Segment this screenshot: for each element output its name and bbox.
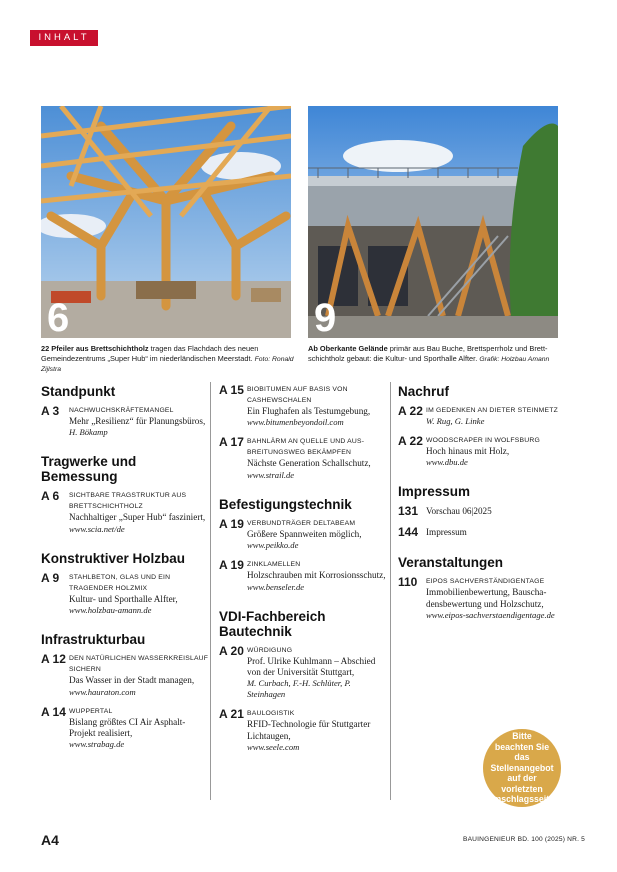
entry-description: Größere Spannweiten möglich,: [247, 528, 362, 539]
toc-entry[interactable]: [219, 518, 389, 551]
page-number: A 14: [41, 704, 66, 719]
toc-entry[interactable]: [41, 706, 209, 751]
toc-entry[interactable]: [41, 572, 209, 616]
entry-website[interactable]: www.dbu.de: [426, 457, 468, 468]
entry-topic: IM GEDENKEN AN DIETER STEINMETZ: [426, 407, 558, 414]
page-number: A 15: [219, 383, 244, 397]
job-offer-badge: [483, 729, 561, 807]
entry-topic: WÜRDIGUNG: [247, 646, 293, 654]
entry-description: Vorschau 06|2025: [426, 506, 492, 517]
entry-author: W. Rug, G. Linke: [426, 416, 485, 426]
entry-description: RFID-Technologie für Stuttgarter Lichtaugen,: [247, 719, 371, 741]
photo-page-number: 6: [47, 296, 70, 338]
toc-entry[interactable]: [219, 559, 389, 592]
page-number: A 19: [219, 558, 244, 573]
toc-entry[interactable]: [219, 645, 389, 701]
entry-description: Nächste Generation Schallschutz,: [247, 458, 371, 469]
photo-page-number: 9: [314, 296, 337, 338]
toc-entry[interactable]: [398, 435, 568, 468]
section-title: Veranstaltungen: [398, 555, 504, 571]
page-number: 131: [398, 504, 419, 519]
section-title: Tragwerke und Bemessung: [41, 454, 137, 485]
toc-entry[interactable]: [398, 405, 568, 427]
toc-column-3: [398, 384, 568, 629]
entry-description: Hoch hinaus mit Holz,: [426, 446, 510, 456]
section-title: Impressum: [398, 484, 471, 500]
journal-reference: BAUINGENIEUR BD. 100 (2025) NR. 5: [462, 836, 585, 843]
entry-topic: EIPOS SACHVERSTÄNDIGENTAGE: [426, 578, 545, 586]
section-title: Konstruktiver Holzbau: [41, 550, 186, 566]
page-number: A 3: [41, 404, 60, 418]
page-folio: A4: [41, 832, 59, 848]
entry-topic: DEN NATÜRLICHEN WASSERKREISLAUF SICHERN: [69, 655, 209, 674]
toc-entry[interactable]: [398, 505, 568, 518]
entry-website[interactable]: www.strail.de: [247, 469, 295, 480]
entry-topic: NACHWUCHSKRÄFTEMANGEL: [69, 407, 174, 414]
column-divider: [390, 382, 391, 800]
entry-topic: ZINKLAMELLEN: [247, 561, 301, 569]
entry-description: Nachhaltiger „Super Hub“ fasziniert,: [69, 512, 206, 523]
entry-description: Kultur- und Sporthalle Alfter,: [69, 593, 178, 604]
page-number: A 17: [219, 435, 244, 450]
photo-timber-structure: [41, 106, 291, 338]
section-title: Infrastrukturbau: [41, 632, 146, 648]
toc-column-1: [41, 384, 209, 758]
section-tag: INHALT: [30, 30, 98, 46]
entry-description: Impressum: [426, 527, 467, 538]
photo-sports-hall: [308, 106, 558, 338]
toc-entry[interactable]: [41, 490, 209, 534]
page-number: A 20: [219, 643, 244, 658]
page-number: A 12: [41, 652, 66, 667]
page-number: A 22: [398, 434, 423, 448]
entry-topic: BIOBITUMEN AUF BASIS VON CASHEWSCHALEN: [247, 386, 348, 404]
entry-website[interactable]: www.holzbau-amann.de: [69, 605, 152, 616]
entry-website[interactable]: www.peikko.de: [247, 540, 299, 551]
section-title: Nachruf: [398, 384, 450, 399]
entry-description: Immobilienbewertung, Bauschadensbewertung und Holzschutz,: [426, 587, 547, 609]
page-number: 110: [398, 575, 418, 590]
entry-description: Das Wasser in der Stadt managen,: [69, 675, 195, 686]
entry-description: Prof. Ulrike Kuhlmann – Abschied von der Universität Stuttgart,: [247, 655, 376, 678]
entry-author: M. Curbach, F.-H. Schlüter, P. Steinhagen: [247, 678, 351, 700]
section-title: Standpunkt: [41, 384, 116, 399]
entry-topic: BAULOGISTIK: [247, 710, 295, 718]
entry-website[interactable]: www.hauraton.com: [69, 686, 136, 697]
toc-entry[interactable]: [398, 526, 568, 539]
entry-description: Bislang größtes CI Air Asphalt-Projekt realisiert,: [69, 716, 186, 739]
entry-topic: STAHLBETON, GLAS UND EIN TRAGENDER HOLZMIX: [69, 573, 171, 592]
toc-column-2: [219, 384, 389, 761]
entry-website[interactable]: www.benseler.de: [247, 581, 305, 592]
entry-topic: VERBUNDTRÄGER DELTABEAM: [247, 519, 356, 527]
entry-website[interactable]: www.eipos-sachverstaendigentage.de: [426, 610, 555, 621]
page-number: A 22: [398, 404, 423, 418]
entry-website[interactable]: www.bitumenbeyondoil.com: [247, 417, 344, 428]
entry-website[interactable]: www.scia.net/de: [69, 523, 125, 534]
page-number: 144: [398, 525, 419, 540]
toc-entry[interactable]: [398, 576, 568, 621]
page-number: A 6: [41, 489, 60, 504]
section-title: Befestigungstechnik: [219, 496, 352, 512]
toc-entry[interactable]: [219, 708, 389, 753]
photo-caption: 22 Pfeiler aus Brettschichtholz tragen das Flachdach des neuen Gemeindezentrums „Super Hub“ im niederländischen Meerstadt. Foto: Ronald Zijlstra: [41, 344, 294, 374]
entry-topic: WUPPERTAL: [69, 707, 113, 715]
entry-description: Ein Flughafen als Testumgebung,: [247, 406, 371, 416]
entry-website[interactable]: www.strabag.de: [69, 739, 125, 750]
page-number: A 21: [219, 707, 244, 722]
toc-entry[interactable]: [41, 405, 209, 438]
entry-website[interactable]: www.seele.com: [247, 742, 300, 753]
badge-text: Bitte beachten Sie das Stellenangebot auf der vorletzten Umschlagsseite!: [487, 730, 557, 805]
column-divider: [210, 382, 211, 800]
toc-entry[interactable]: [41, 653, 209, 697]
section-title: VDI-Fachbereich Bautechnik: [219, 608, 326, 639]
page-number: A 19: [219, 516, 244, 531]
entry-description: Holzschrauben mit Korrosionsschutz,: [247, 570, 386, 581]
toc-entry[interactable]: [219, 384, 389, 428]
entry-topic: BAHNLÄRM AN QUELLE UND AUSBREITUNGSWEG BEKÄMPFEN: [247, 438, 365, 457]
entry-description: Mehr „Resilienz“ für Planungsbüros,: [69, 416, 206, 426]
entry-topic: WOODSCRAPER IN WOLFSBURG: [426, 437, 540, 444]
entry-topic: SICHTBARE TRAGSTRUKTUR AUS BRETTSCHICHTHOLZ: [69, 492, 187, 511]
page-number: A 9: [41, 570, 60, 585]
entry-author: H. Bökamp: [69, 427, 108, 438]
toc-entry[interactable]: [219, 436, 389, 480]
photo-caption: Ab Oberkante Gelände primär aus Bau Buche, Brettsperrholz und Brettschichtholz gebaut: die Kultur- und Sporthalle Alfter. Grafik: Holzbau Amann: [308, 344, 550, 363]
